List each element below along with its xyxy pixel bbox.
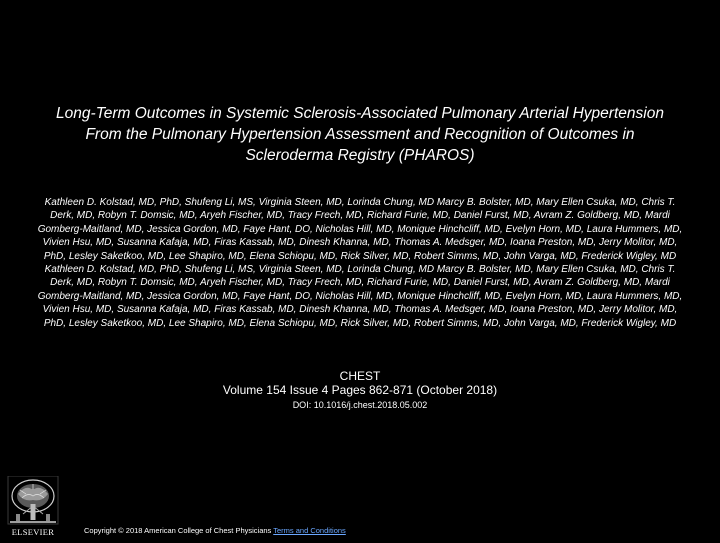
author-list: Kathleen D. Kolstad, MD, PhD, Shufeng Li, MS, Virginia Steen, MD, Lorinda Chung, MD Marcy B. Bolster, MD, Mary Ellen Csuka, MD, Chris T. Derk, MD, Robyn T. Domsic, MD, Aryeh Fischer, MD, Tracy Frech, MD, Richard Furie, MD, Daniel Furst, MD, Avram Z. Goldberg, MD, Mardi Gomberg-Maitland, MD, Jessica Gordon, MD, Faye Hant, DO, Nicholas Hill, MD, Monique Hinchcliff, MD, Evelyn Horn, MD, Laura Hummers, MD, Vivien Hsu, MD, Susanna Kafaja, MD, Firas Kassab, MD, Dinesh Khanna, MD, Thomas A. Medsger, MD, Ioana Preston, MD, Jerry Molitor, MD, PhD, Lesley Saketkoo, MD, Lee Shapiro, MD, Elena Schiopu, MD, Rick Silver, MD, Robert Simms, MD, John Varga, MD, Frederick Wigley, MD Kathleen D. Kolstad, MD, PhD, Shufeng Li, MS, Virginia Steen, MD, Lorinda Chung, MD Marcy B. Bolster, MD, Mary Ellen Csuka, MD, Chris T. Derk, MD, Robyn T. Domsic, MD, Aryeh Fischer, MD, Tracy Frech, MD, Richard Furie, MD, Daniel Furst, MD, Avram Z. Goldberg, MD, Mardi Gomberg-Maitland, MD, Jessica Gordon, MD, Faye Hant, DO, Nicholas Hill, MD, Monique Hinchcliff, MD, Evelyn Horn, MD, Laura Hummers, MD, Vivien Hsu, MD, Susanna Kafaja, MD, Firas Kassab, MD, Dinesh Khanna, MD, Thomas A. Medsger, MD, Ioana Preston, MD, Jerry Molitor, MD, PhD, Lesley Saketkoo, MD, Lee Shapiro, MD, Elena Schiopu, MD, Rick Silver, MD, Robert Simms, MD, John Varga, MD, Frederick Wigley, MD <box>37 197 683 329</box>
journal-name: CHEST <box>339 369 381 383</box>
terms-link[interactable]: Terms and Conditions <box>273 526 346 535</box>
doi: DOI: 10.1016/j.chest.2018.05.002 <box>292 400 428 410</box>
elsevier-wordmark: ELSEVIER <box>11 527 55 537</box>
citation-block <box>0 369 720 412</box>
elsevier-logo <box>6 476 60 538</box>
copyright-text: Copyright © 2018 American College of Chest Physicians <box>84 526 272 535</box>
volume-info: Volume 154 Issue 4 Pages 862-871 (October 2018) <box>222 383 498 397</box>
article-title: Long-Term Outcomes in Systemic Sclerosis-Associated Pulmonary Arterial Hypertension From the Pulmonary Hypertension Assessment and Recognition of Outcomes in Scleroderma Registry (PHAROS) <box>56 105 664 164</box>
copyright-footer <box>84 526 346 536</box>
